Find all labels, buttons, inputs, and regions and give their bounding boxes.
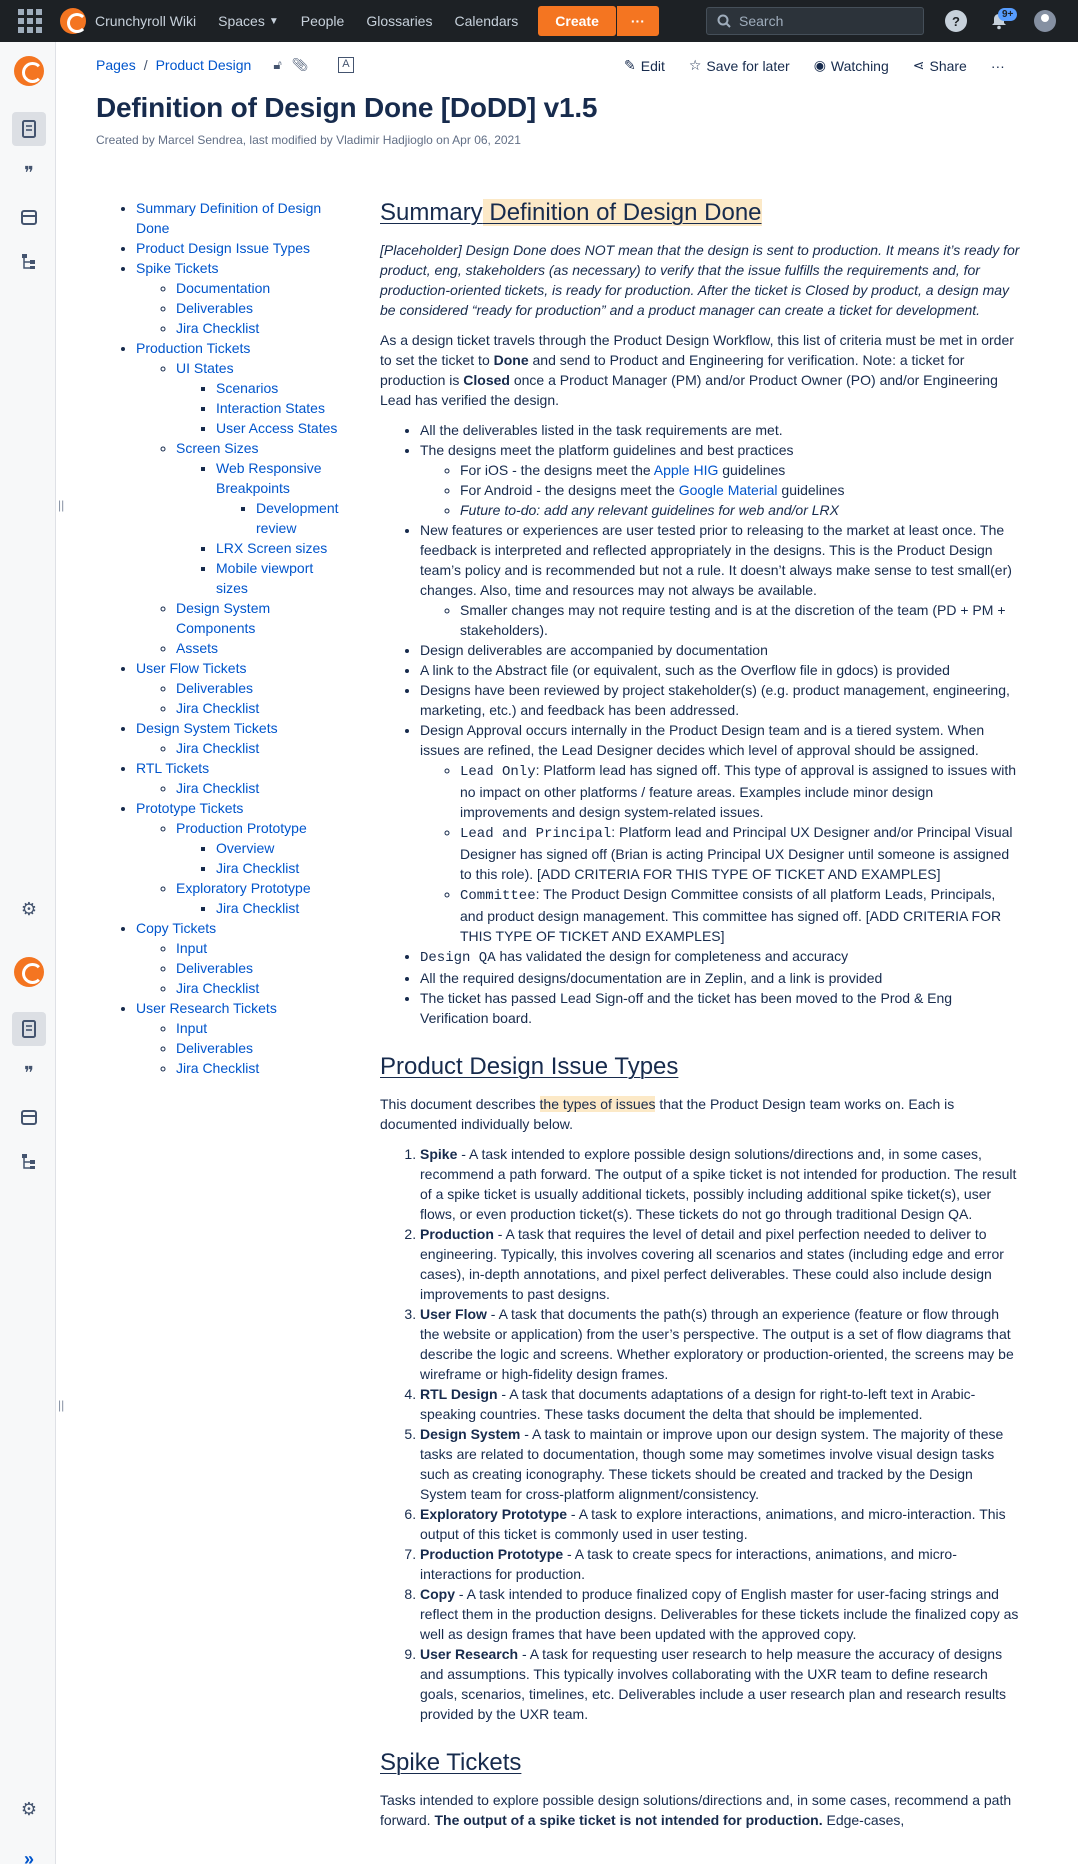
site-title[interactable]: Crunchyroll Wiki [95,13,197,29]
toc-link[interactable]: Deliverables [176,300,254,316]
text: Design Approval occurs internally in the Product Design team and is a tiered system. When issues are refined, the Lead Designer decides which level of approval should be assigned. [420,722,985,758]
save-for-later-button[interactable] [689,57,790,74]
unlock-icon[interactable]: 🔓︎ [273,57,282,72]
list-item [420,1384,1020,1424]
toc-link[interactable]: Screen Sizes [176,440,259,456]
desc: - A task to create specs for interactions, animations, and micro-interactions for production. [420,1546,957,1582]
spike-section [380,1746,1020,1830]
toc-link[interactable]: Overview [216,840,275,856]
list-item [460,480,1020,500]
criteria-list [380,420,1020,1028]
toc-link[interactable]: Jira Checklist [176,780,260,796]
settings-icon[interactable]: ⚙ [20,898,38,919]
spike-heading: Spike Tickets [380,1749,522,1776]
toc-link[interactable]: Input [176,1020,208,1036]
desc: - A task to explore interactions, animations, and micro-interaction. This output of this ticket is commonly used in user testing. [420,1506,1006,1542]
toc-link[interactable]: Copy Tickets [136,920,217,936]
code-text: Lead Only [460,764,536,780]
search-box[interactable] [706,7,924,35]
desc: - A task that documents the path(s) through an experience (feature or flow through the website or application) from the user’s perspective. The output is a set of flow diagrams that describe the logic and screens. Whether exploratory or production-oriented, the screens may be wireframe or high-fidelity design frames. [420,1306,1014,1382]
spike-paragraph [380,1790,1020,1830]
toc-link[interactable]: Interaction States [216,400,325,416]
star-icon: ☆ [688,57,702,73]
text: : Platform lead has signed off. This type of approval is assigned to issues with no impact on other platforms / feature areas. Examples include minor design improvements and design system-related issues. [460,762,1017,820]
toc-link[interactable]: User Access States [216,420,338,436]
text: has validated the design for completeness and accuracy [495,948,849,964]
placeholder-paragraph [380,240,1020,320]
list-item [420,1304,1020,1384]
toc-link[interactable]: Mobile viewport sizes [216,560,314,596]
issue-types-section [380,1050,1020,1724]
share-icon: ⋖ [912,57,925,73]
text: Edge-cases, [822,1812,905,1828]
text: : The Product Design Committee consists of all platform Leads, Principals, and product design management. This committee has signed off. [ADD CRITERIA FOR THIS TYPE OF TICKET AND EXAMPLES] [460,886,1002,944]
term: User Flow [420,1306,487,1322]
space-logo-icon[interactable] [14,56,44,86]
page-byline: Created by Marcel Sendrea, last modified by Vladimir Hadjioglo on Apr 06, 2021 [96,133,521,147]
toc-link[interactable]: Production Tickets [136,340,251,356]
nav-calendars[interactable]: Calendars [454,13,519,29]
text: that the Product Design team works on. Each is documented individually below. [380,1096,955,1132]
nav-spaces[interactable] [218,13,279,29]
toc-link[interactable]: Assets [176,640,219,656]
breadcrumb [96,57,354,73]
list-item: • A link to the Abstract file (or equivalent, such as the Overflow file in gdocs) is provided [420,660,1020,680]
toc-link[interactable]: Jira Checklist [176,740,260,756]
term: RTL Design [420,1386,498,1402]
space-sidebar [0,42,56,1864]
share-button[interactable] [913,57,967,74]
search-icon [717,14,731,28]
issue-types-intro [380,1094,1020,1134]
eye-icon: ◉ [813,57,826,73]
settings-icon[interactable]: ⚙ [20,1798,38,1819]
resize-handle-icon[interactable]: || [58,498,65,512]
text-bold: Closed [463,372,510,388]
list-item: ◦ Smaller changes may not require testing and is at the discretion of the team (PD + PM + stakeholders). [460,600,1020,640]
toc-link[interactable]: Deliverables [176,960,254,976]
list-item [420,1144,1020,1224]
more-actions-button[interactable]: ··· [990,57,1005,74]
apple-hig-link[interactable]: Apple HIG [653,462,719,478]
watching-button[interactable] [814,57,889,74]
text: once a Product Manager (PM) and/or Product Owner (PO) and/or Engineering Lead has verified the design. [380,372,998,408]
list-item [420,946,1020,968]
list-item: • All the deliverables listed in the task requirements are met. [420,420,1020,440]
nav-people[interactable]: People [300,13,345,29]
resize-handle-icon[interactable]: || [58,1398,65,1412]
desc: - A task intended to produce finalized copy of English master for user-facing strings and reflect them in the production designs. Deliverables for these tickets include the finalized copy as well as design frames that have been updated with the approved copy. [420,1586,1019,1642]
list-item [420,1544,1020,1584]
term: Design System [420,1426,521,1442]
create-more-button[interactable]: ··· [617,6,659,36]
list-item: • Designs have been reviewed by project stakeholder(s) (e.g. product management, engineering, marketing, etc.) and feedback has been addressed. [420,680,1020,720]
toc-link[interactable]: Deliverables [176,1040,254,1056]
list-item [460,822,1020,884]
text: guidelines [777,482,845,498]
placeholder-text: [Placeholder] Design Done does NOT mean that the design is sent to production. It means it’s ready for product, eng, stakeholders (as necessary) to verify that the issue fulfills the requirements and, for production-oriented tickets, is ready for production. After the ticket is Closed by product, a design may be considered “ready for production” and a product manager can create a ticket for development. [380,242,1020,318]
text-bold: Done [493,352,529,368]
list-item [420,720,1020,946]
google-material-link[interactable]: Google Material [678,482,778,498]
toc-link[interactable]: Jira Checklist [176,700,260,716]
list-item [420,1224,1020,1304]
list-item: • Design deliverables are accompanied by documentation [420,640,1020,660]
toc-link[interactable]: User Research Tickets [136,1000,277,1016]
watching-label: Watching [830,57,889,74]
text-bold: The output of a spike ticket is not intended for production. [434,1812,823,1828]
crunchyroll-logo-icon[interactable] [60,8,86,34]
pages-icon[interactable] [12,1012,46,1046]
list-item [420,1584,1020,1644]
summary-heading [380,196,1020,230]
page-actions [624,57,1005,74]
term: Exploratory Prototype [420,1506,568,1522]
text: As a design ticket travels through the Product Design Workflow, this list of criteria must be met in order to set the ticket to [380,332,1014,368]
attachment-icon[interactable]: 📎︎ [291,57,309,72]
space-logo-icon[interactable] [14,957,44,987]
text: For iOS - the designs meet the [460,462,654,478]
text: For Android - the designs meet the [460,482,679,498]
text: Tasks intended to explore possible design solutions/directions and, in some cases, recommend a path forward. [380,1792,1012,1828]
blog-quote-icon[interactable]: ❞ [24,162,34,183]
list-item [420,1644,1020,1724]
list-item [420,520,1020,640]
list-item [420,1504,1020,1544]
toc-link[interactable]: Deliverables [176,680,254,696]
calendar-icon[interactable] [12,200,46,234]
text: This document describes [380,1096,540,1112]
toc-link[interactable]: Prototype Tickets [136,800,244,816]
toc-link[interactable]: Documentation [176,280,271,296]
text: Future to-do: add any relevant guidelines for web and/or LRX [460,502,840,518]
expand-sidebar-icon[interactable]: » [23,1848,34,1864]
issue-types-heading: Product Design Issue Types [380,1053,679,1080]
toc-link[interactable]: Summary Definition of Design Done [136,200,322,236]
issue-types-list [380,1144,1020,1724]
list-item [460,500,1020,520]
toc-link[interactable]: Development review [256,500,339,536]
toc-link[interactable]: RTL Tickets [136,760,210,776]
workflow-paragraph [380,330,1020,410]
desc: - A task to maintain or improve upon our design system. The majority of these tasks are related to documentation, though some may sometimes involve visual design tasks such as creating iconography. These tickets should be created and tracked by the Design System team for cross-platform alignment/consistency. [420,1426,1004,1502]
toc-link[interactable]: Design System Tickets [136,720,278,736]
search-input[interactable] [739,13,909,29]
heading-highlight: Definition of Design Done [482,199,762,226]
term: Spike [420,1146,458,1162]
app-switcher-icon[interactable] [16,7,44,35]
user-avatar[interactable] [1034,10,1056,32]
notifications-badge: 9+ [998,8,1017,21]
table-of-contents [112,198,344,1078]
desc: - A task that documents adaptations of a design for right-to-left text in Arabic-speaking countries. These tasks document the delta that should be implemented. [420,1386,976,1422]
hierarchy-icon[interactable] [12,244,46,278]
page-content [380,196,1020,1840]
toc-link[interactable]: LRX Screen sizes [216,540,328,556]
hierarchy-icon[interactable] [12,1144,46,1178]
breadcrumb-separator: / [143,57,148,73]
save-label: Save for later [706,57,790,74]
text: : Platform lead and Principal UX Designer and/or Principal Visual Designer has signed off (Brian is acting Principal UX Designer until someone is assigned to this role). [ADD CRITERIA FOR THIS TYPE OF TICKET AND EXAMPLES] [460,824,1013,882]
heading-text: Summary [380,199,483,226]
breadcrumb-pages[interactable]: Pages [96,57,136,73]
toc-link[interactable]: Jira Checklist [216,900,300,916]
toc-link[interactable]: Jira Checklist [216,860,300,876]
term: Copy [420,1586,455,1602]
code-text: Committee [460,888,536,904]
toc-link[interactable]: Production Prototype [176,820,307,836]
text: and send to Product and Engineering for verification. Note: a ticket for production is [380,352,965,388]
toc-link[interactable]: Scenarios [216,380,279,396]
term: Production [420,1226,494,1242]
toc-link[interactable]: UI States [176,360,234,376]
list-item [460,460,1020,480]
toc-link[interactable]: Jira Checklist [176,1060,260,1076]
edit-label: Edit [640,57,665,74]
edit-button[interactable] [624,57,665,74]
page-title: Definition of Design Done [DoDD] v1.5 [96,92,598,123]
toc-link[interactable]: Input [176,940,208,956]
code-text: Lead and Principal [460,826,612,842]
text: guidelines [718,462,786,478]
list-item [460,760,1020,822]
nav-glossaries[interactable]: Glossaries [366,13,433,29]
toc-link[interactable]: Product Design Issue Types [136,240,311,256]
term: User Research [420,1646,519,1662]
list-item [460,884,1020,946]
breadcrumb-product-design[interactable]: Product Design [155,57,252,73]
desc: - A task intended to explore possible design solutions/directions and, in some cases, recommend a path forward. The output of a spike ticket is not intended for production. The result of a spike ticket is usually additional tickets, possibly including additional spike ticket(s), user flows, or even production ticket(s). These tickets do not go through traditional Design QA. [420,1146,1017,1222]
calendar-icon[interactable] [12,1100,46,1134]
list-item: • The ticket has passed Lead Sign-off and the ticket has been moved to the Prod & Eng Verification board. [420,988,1020,1028]
text-highlight: the types of issues [539,1096,656,1112]
top-navigation [0,0,1078,42]
term: Production Prototype [420,1546,564,1562]
nav-spaces-label: Spaces [218,13,265,29]
blog-quote-icon[interactable]: ❞ [24,1062,34,1083]
text: New features or experiences are user tested prior to releasing to the market at least once. The feedback is interpreted and reflected appropriately in the designs. This is the Product Design team’s policy and is recommended but not a rule. It doesn’t always make sense to test small(er) changes. Also, time and resources may not always be available. [420,522,1012,598]
toc-link[interactable]: Design System Components [176,600,271,636]
pages-icon[interactable] [12,112,46,146]
desc: - A task for requesting user research to help measure the accuracy of designs and assumptions. This typically involves collaborating with the UXR team to define research goals, scenarios, timelines, etc. Deliverables include a user research plan and research results provided by the UXR team. [420,1646,1006,1722]
toc-link[interactable]: User Flow Tickets [136,660,247,676]
share-label: Share [929,57,967,74]
chevron-down-icon: ▼ [268,15,279,27]
code-text: Design QA [420,950,496,966]
toc-link[interactable]: Jira Checklist [176,980,260,996]
toc-link[interactable]: Exploratory Prototype [176,880,311,896]
list-item [420,1424,1020,1504]
list-item [420,440,1020,520]
pencil-icon: ✎ [624,57,636,73]
help-icon[interactable]: ? [945,10,967,32]
create-button[interactable]: Create [538,6,616,36]
toc-link[interactable]: Spike Tickets [136,260,219,276]
toc-link[interactable]: Jira Checklist [176,320,260,336]
desc: - A task that requires the level of detail and pixel perfection needed to deliver to engineering. Typically, this involves covering all scenarios and states (including edge and error cases), in-depth annotations, and pixel perfect deliverables. These could also include design improvements to past designs. [420,1226,1004,1302]
list-item: • All the required designs/documentation are in Zeplin, and a link is provided [420,968,1020,988]
analytics-icon[interactable]: A [338,57,353,73]
text: The designs meet the platform guidelines and best practices [420,442,794,458]
toc-link[interactable]: Web Responsive Breakpoints [216,460,322,496]
